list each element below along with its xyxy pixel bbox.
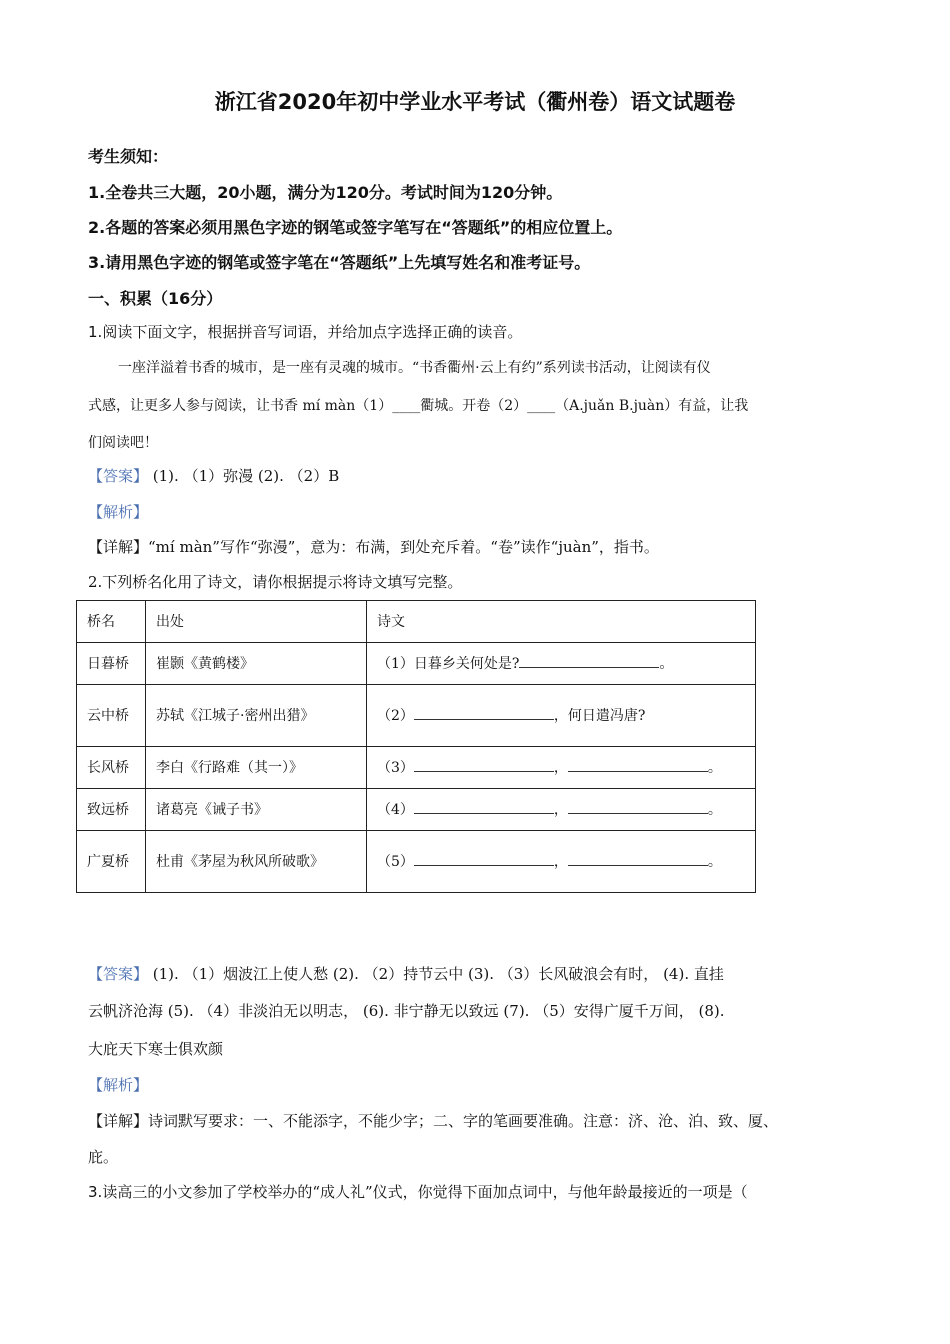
poem-post: 。 (659, 655, 674, 672)
q2-answer-line-3: 大庇天下寒士俱欢颜 (88, 1040, 224, 1058)
q1-detail (88, 536, 659, 557)
poem-post: ，何日遣冯唐? (553, 707, 646, 724)
notice-item-1: 1.全卷共三大题，20小题，满分为120分。考试时间为120分钟。 (88, 183, 563, 202)
poem-pre: （3） (377, 759, 414, 776)
page-title: 浙江省2020年初中学业水平考试（衢州卷）语文试题卷 (214, 90, 736, 114)
poem-mid: ， (553, 801, 568, 818)
q1-answer-text: (1). （1）弥漫 (2). （2）B (148, 467, 340, 485)
poem-pre: （2） (377, 707, 414, 724)
notice-item-2: 2.各题的答案必须用黑色字迹的钢笔或签字笔写在“答题纸”的相应位置上。 (88, 218, 623, 237)
q1-number: 1. (88, 323, 103, 341)
poem-cell (367, 643, 756, 685)
q3-prompt (88, 1181, 748, 1202)
poem-pre: （5） (377, 853, 414, 870)
answer-blank[interactable] (519, 655, 659, 668)
q1-detail-text: “mí màn”写作“弥漫”，意为：布满，到处充斥着。“卷”读作“juàn”，指书。 (148, 538, 659, 556)
source-name: 李白《行路难（其一）》 (146, 747, 367, 789)
bridge-name: 长风桥 (77, 747, 146, 789)
notice-item-3: 3.请用黑色字迹的钢笔或签字笔在“答题纸”上先填写姓名和准考证号。 (88, 253, 591, 272)
poem-mid: ， (553, 759, 568, 776)
q2-prompt: 2.下列桥名化用了诗文，请你根据提示将诗文填写完整。 (88, 573, 463, 591)
poem-cell (367, 831, 756, 893)
answer-blank[interactable] (414, 759, 554, 772)
answer-blank[interactable] (414, 707, 554, 720)
source-name: 诸葛亮《诫子书》 (146, 789, 367, 831)
q1-prompt-text: 阅读下面文字，根据拼音写词语，并给加点字选择正确的读音。 (102, 323, 523, 341)
poem-post: 。 (707, 853, 722, 870)
bridge-name: 云中桥 (77, 685, 146, 747)
table-header-row (77, 601, 756, 643)
q2-detail-tag: 【详解】 (88, 1112, 149, 1130)
q2-analysis-tag: 【解析】 (88, 1076, 149, 1094)
section-heading-1: 一、积累（16分） (88, 289, 223, 308)
source-name: 崔颢《黄鹤楼》 (146, 643, 367, 685)
q2-detail-text: 诗词默写要求：一、不能添字，不能少字；二、字的笔画要准确。注意：济、沧、泊、致、厦、 (148, 1112, 779, 1130)
header-poem: 诗文 (367, 601, 756, 643)
q2-answer-text: (1). （1）烟波江上使人愁 (2). （2）持节云中 (3). （3）长风破浪会有时， (4). 直挂 (148, 965, 724, 983)
answer-blank[interactable] (568, 759, 708, 772)
q1-detail-tag: 【详解】 (88, 538, 149, 556)
answer-blank[interactable] (568, 853, 708, 866)
table-row (77, 747, 756, 789)
q1-passage-line-2: 式感，让更多人参与阅读，让书香 mí màn（1）____衢城。开卷（2）____（A.juǎn B.juàn）有益，让我 (88, 398, 749, 414)
poem-cell (367, 789, 756, 831)
q2-answer-line-2: 云帆济沧海 (5). （4）非淡泊无以明志， (6). 非宁静无以致远 (7). （5）安得广厦千万间， (8). (88, 1002, 725, 1020)
source-name: 苏轼《江城子·密州出猎》 (146, 685, 367, 747)
header-bridge: 桥名 (77, 601, 146, 643)
q1-passage-line-3: 们阅读吧！ (88, 435, 158, 451)
q1-answer (88, 465, 339, 486)
q3-prompt-text: 读高三的小文参加了学校举办的“成人礼”仪式，你觉得下面加点词中，与他年龄最接近的一项是（ (102, 1183, 748, 1201)
poem-post: 。 (707, 801, 722, 818)
q2-detail-line-2: 庇。 (88, 1148, 119, 1166)
q2-detail-line-1 (88, 1110, 778, 1131)
answer-blank[interactable] (568, 801, 708, 814)
q1-passage-line-1: 一座洋溢着书香的城市，是一座有灵魂的城市。“书香衢州·云上有约”系列读书活动，让阅读有仪 (118, 360, 711, 376)
q1-analysis-tag: 【解析】 (88, 503, 149, 521)
poem-mid: ， (553, 853, 568, 870)
table-row (77, 831, 756, 893)
bridge-name: 日暮桥 (77, 643, 146, 685)
source-name: 杜甫《茅屋为秋风所破歌》 (146, 831, 367, 893)
bridge-name: 致远桥 (77, 789, 146, 831)
header-source: 出处 (146, 601, 367, 643)
poem-table (76, 600, 756, 893)
answer-blank[interactable] (414, 801, 554, 814)
poem-post: 。 (707, 759, 722, 776)
poem-cell (367, 747, 756, 789)
bridge-name: 广夏桥 (77, 831, 146, 893)
table-row (77, 643, 756, 685)
notice-heading: 考生须知： (88, 147, 169, 166)
q3-number: 3. (88, 1183, 103, 1201)
q1-prompt (88, 321, 522, 342)
q2-answer-tag: 【答案】 (88, 965, 149, 983)
table-row (77, 685, 756, 747)
poem-pre: （4） (377, 801, 414, 818)
q2-answer-line-1 (88, 963, 724, 984)
poem-cell (367, 685, 756, 747)
table-row (77, 789, 756, 831)
q1-answer-tag: 【答案】 (88, 467, 149, 485)
poem-pre: （1）日暮乡关何处是? (377, 655, 520, 672)
answer-blank[interactable] (414, 853, 554, 866)
